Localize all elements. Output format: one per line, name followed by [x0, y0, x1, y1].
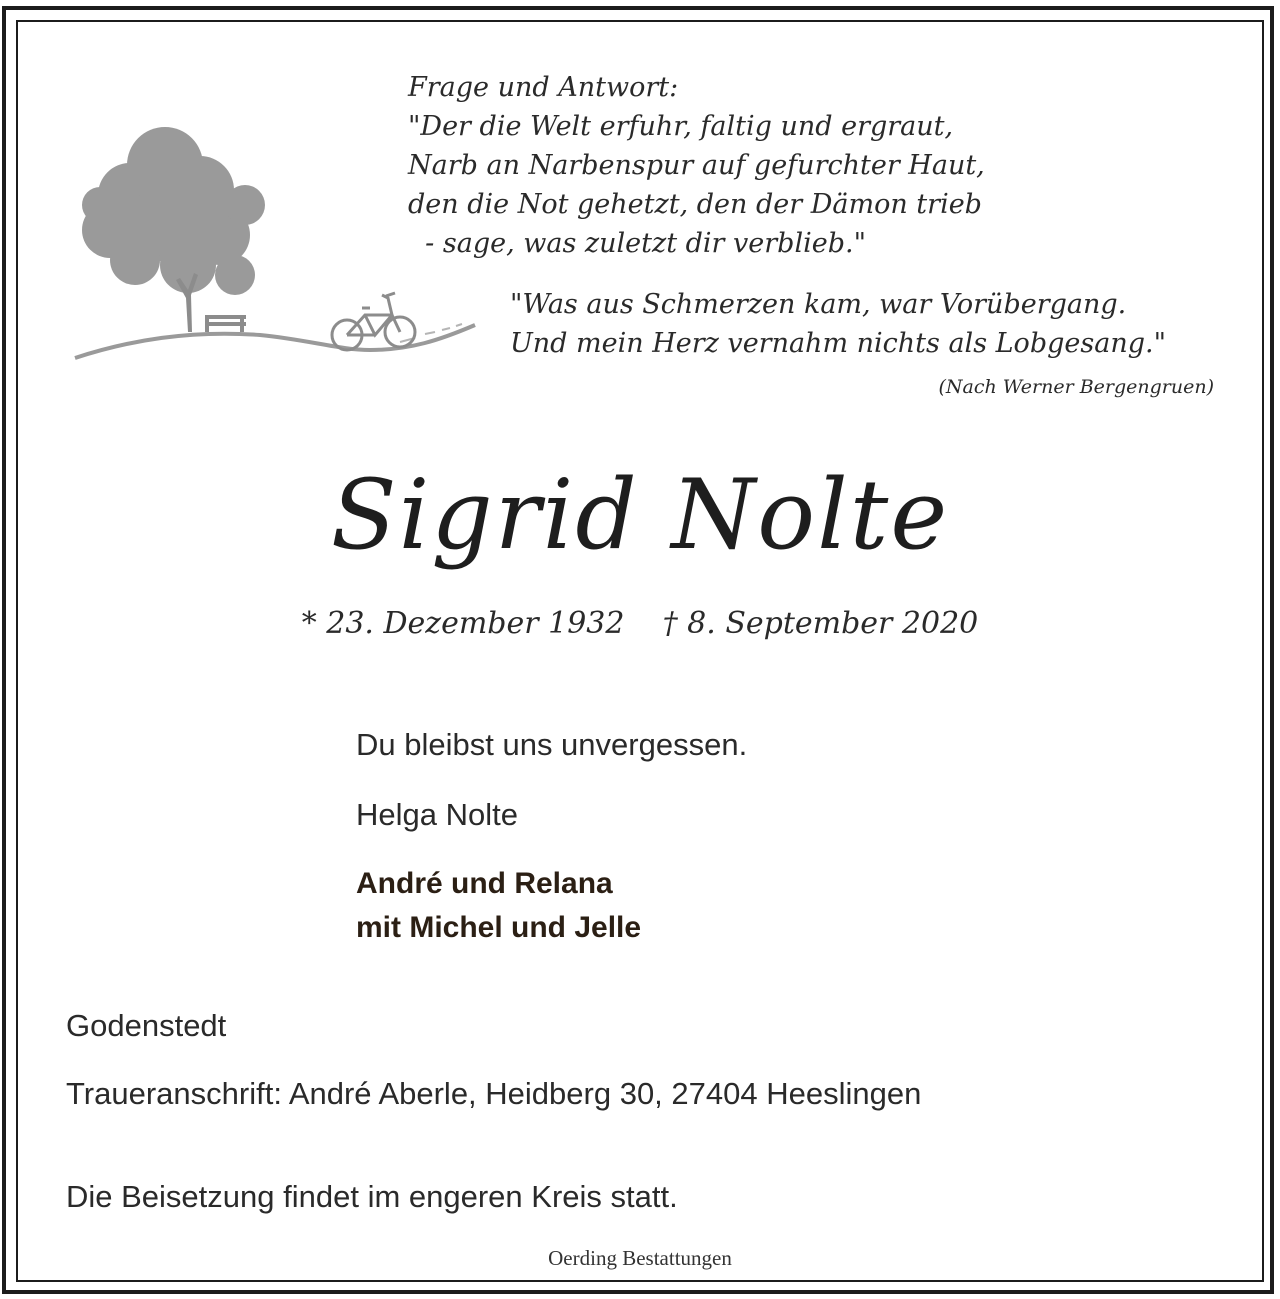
poem-stanza-2: "Was aus Schmerzen kam, war Vorübergang. Und mein Herz vernahm nichts als Lobgesang.": [510, 289, 1166, 359]
place-name: Godenstedt: [66, 1008, 227, 1043]
memorial-message: Du bleibst uns unvergessen.: [356, 727, 748, 762]
mourner-name-1: Helga Nolte: [356, 797, 518, 832]
mourner-name-2: André und Relana mit Michel und Jelle: [356, 867, 642, 944]
poem-stanza-1: Frage und Antwort: "Der die Welt erfuhr, faltig und ergraut, Narb an Narbenspur auf gefurchter Haut, den die Not gehetzt, den der Dämon trieb - sage, was zuletzt dir verblieb.": [408, 72, 985, 259]
poem-attribution: (Nach Werner Bergengruen): [938, 376, 1214, 398]
life-dates: * 23. Dezember 1932 † 8. September 2020: [301, 606, 979, 641]
burial-note: Die Beisetzung findet im engeren Kreis statt.: [66, 1179, 678, 1214]
deceased-name: Sigrid Nolte: [330, 459, 950, 571]
mourning-address: Traueranschrift: André Aberle, Heidberg 30, 27404 Heeslingen: [66, 1076, 922, 1111]
funeral-home-credit: Oerding Bestattungen: [548, 1246, 732, 1270]
